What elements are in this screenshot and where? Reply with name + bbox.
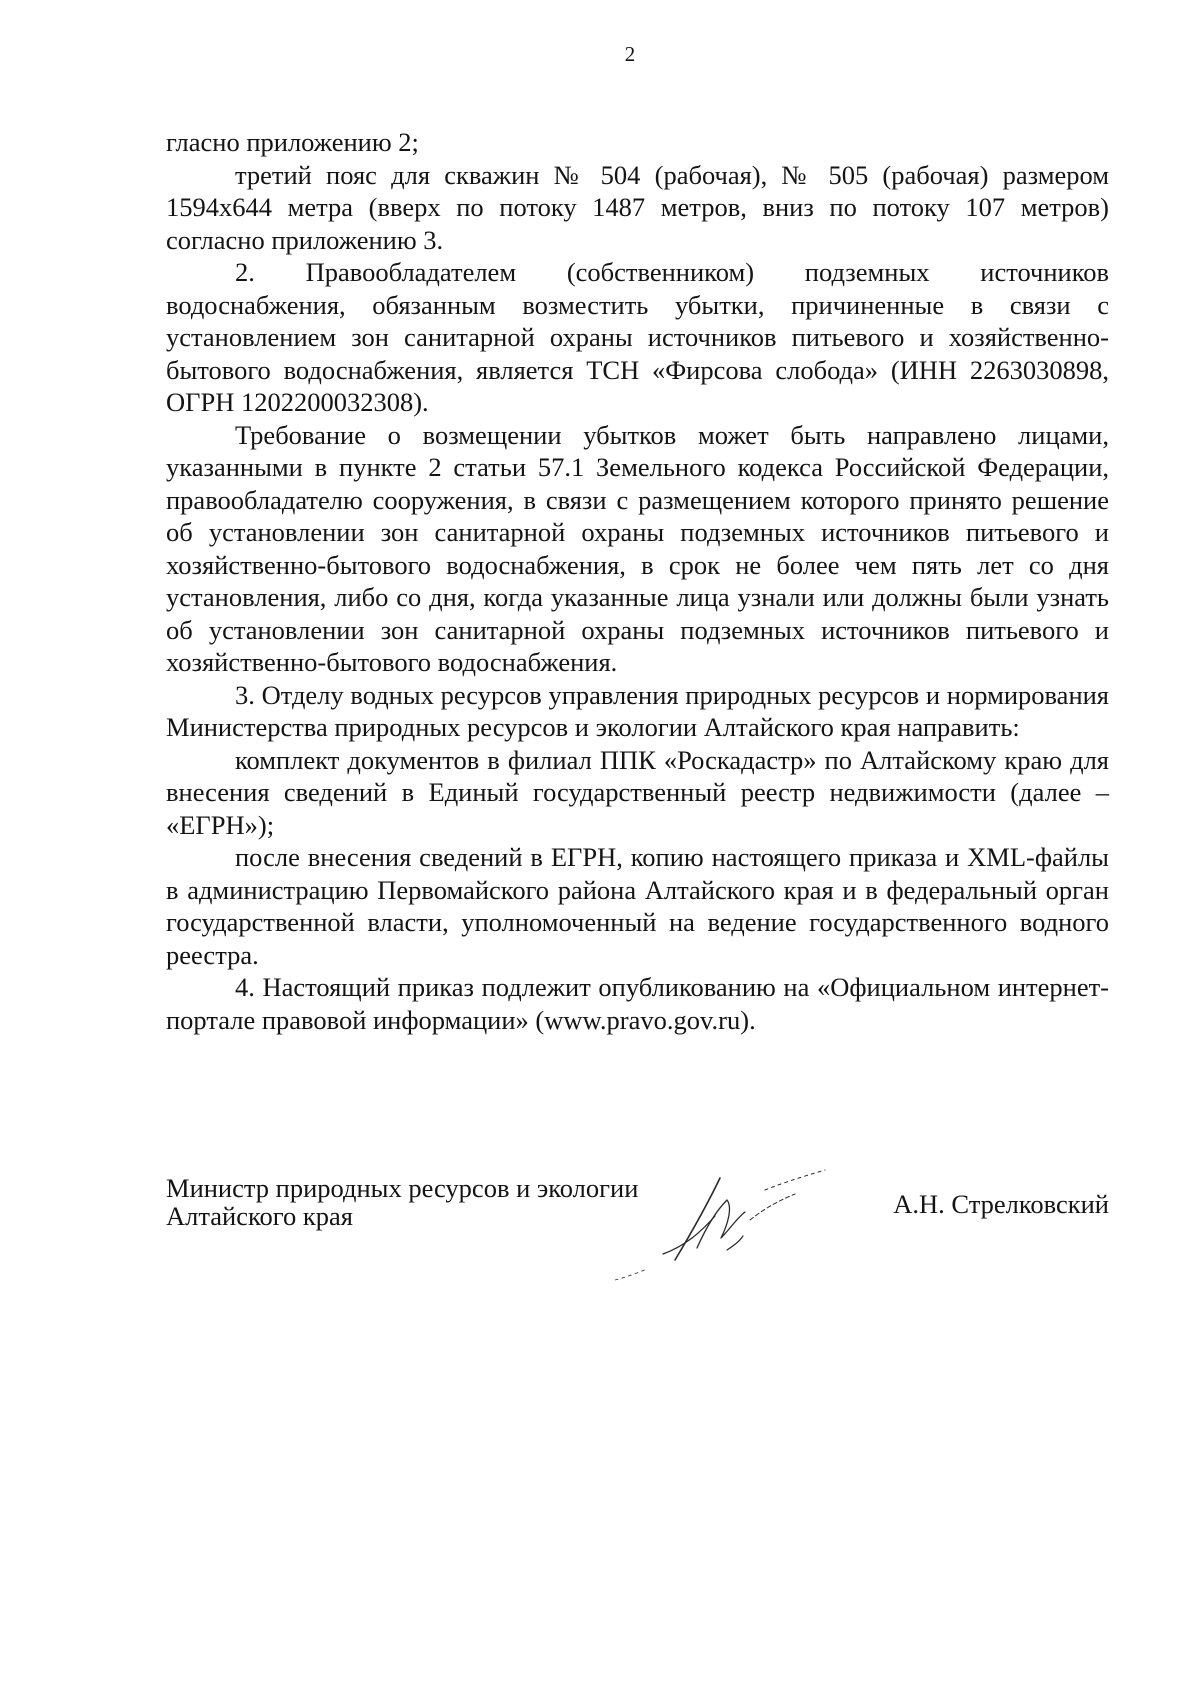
- paragraph-after-egrn: после внесения сведений в ЕГРН, копию настоящего приказа и XML-файлы в администрацию Первомайского района Алтайского края и в федеральный орган государственной власти, уполномоченный на ведение государственного водного реестра.: [166, 842, 1109, 970]
- signature-stroke: [615, 1269, 647, 1280]
- signatory-title-line1: Министр природных ресурсов и экологии: [166, 1173, 639, 1203]
- signature-stroke: [765, 1170, 825, 1190]
- paragraph-documents: комплект документов в филиал ППК «Роскадастр» по Алтайскому краю для внесения сведений в Единый государственный реестр недвижимости (далее – «ЕГРН»);: [166, 744, 1109, 840]
- document-body: [166, 126, 1109, 1036]
- paragraph-item-4: 4. Настоящий приказ подлежит опубликованию на «Официальном интернет-портале правовой информации» (www.pravo.gov.ru).: [166, 972, 1109, 1035]
- paragraph-item-3: 3. Отделу водных ресурсов управления природных ресурсов и нормирования Министерства природных ресурсов и экологии Алтайского края направить:: [166, 679, 1109, 742]
- paragraph-continuation: гласно приложению 2;: [166, 127, 419, 157]
- paragraph-item-2: 2. Правообладателем (собственником) подземных источников водоснабжения, обязанным возместить убытки, причиненные в связи с установлением зон санитарной охраны источников питьевого и хозяйственно-бытового водоснабжения, является ТСН «Фирсова слобода» (ИНН 2263030898, ОГРН 1202200032308).: [166, 257, 1109, 417]
- signatory-name: А.Н. Стрелковский: [893, 1189, 1109, 1219]
- paragraph-compensation: Требование о возмещении убытков может быть направлено лицами, указанными в пункте 2 статьи 57.1 Земельного кодекса Российской Федерации, правообладателю сооружения, в связи с размещением которого принято решение об установлении зон санитарной охраны подземных источников питьевого и хозяйственно-бытового водоснабжения, в срок не более чем пять лет со дня установления, либо со дня, когда указанные лица узнали или должны были узнать об установлении зон санитарной охраны подземных источников питьевого и хозяйственно-бытового водоснабжения.: [166, 419, 1109, 677]
- signatory-title-line2: Алтайского края: [166, 1201, 353, 1231]
- paragraph-third-zone: третий пояс для скважин № 504 (рабочая), № 505 (рабочая) размером 1594x644 метра (вверх по потоку 1487 метров, вниз по потоку 107 метров) согласно приложению 3.: [166, 159, 1109, 255]
- signature-stroke: [727, 1236, 743, 1250]
- page-number: 2: [624, 42, 636, 66]
- signature-stroke: [750, 1194, 795, 1220]
- handwritten-signature: [615, 1150, 885, 1285]
- signature-stroke: [697, 1200, 745, 1248]
- signatory-title: [166, 1174, 638, 1230]
